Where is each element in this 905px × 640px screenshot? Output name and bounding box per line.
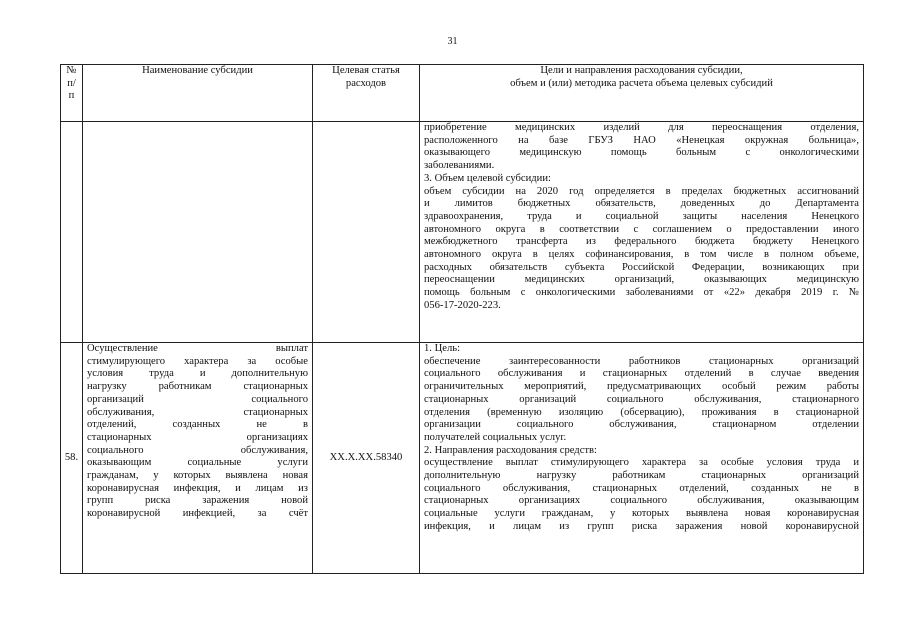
- name-line: условия труда и дополнительную: [87, 368, 308, 380]
- header-num-line: п: [68, 90, 75, 102]
- header-num: [61, 65, 83, 122]
- goals-line: 2. Направления расходования средств:: [424, 444, 597, 456]
- header-code-line: расходов: [345, 77, 387, 89]
- goals-line: социальные услуги гражданам, у которых выявлена новая коронавирусная: [424, 508, 859, 520]
- goals-line: объем субсидии на 2020 год определяется в пределах бюджетных ассигнований: [424, 185, 859, 197]
- goals-line: дополнительную нагрузку работникам стационарных организаций: [424, 470, 859, 482]
- goals-line: и лимитов бюджетных обязательств, доведенных до Департамента: [424, 198, 859, 210]
- goals-line: 1. Цель:: [424, 343, 461, 354]
- name-line: Осуществление выплат: [87, 343, 308, 354]
- row2-goals-cell: [420, 343, 864, 574]
- goals-line: приобретение медицинских изделий для переоснащения отделения,: [424, 122, 859, 133]
- goals-line: автономного округа в соответствии с соглашением о предоставлении иного: [424, 223, 859, 235]
- name-line: стационарных организациях: [87, 431, 308, 443]
- name-line: организаций социального: [87, 393, 308, 405]
- goals-line: отделения (временную изоляцию (обсервацию), проживания в стационарной: [424, 406, 859, 418]
- goals-line: расходных обязательств субъекта Российской Федерации, возникающих при: [424, 261, 859, 273]
- header-num-line: №: [66, 65, 77, 76]
- row2-code-cell: ХХ.Х.ХХ.58340: [313, 343, 420, 574]
- row1-goals-cell: [420, 122, 864, 343]
- goals-line: межбюджетного трансферта из федерального бюджета бюджету Ненецкого: [424, 236, 859, 248]
- name-line: групп риска заражения новой: [87, 495, 308, 507]
- name-line: социального обслуживания,: [87, 444, 308, 456]
- header-subsidy-name: Наименование субсидии: [83, 65, 313, 122]
- row2-name-cell: [83, 343, 313, 574]
- goals-line: 056-17-2020-223.: [424, 299, 501, 311]
- name-line: коронавирусная инфекция, и лицам из: [87, 482, 308, 494]
- header-code-line: Целевая статья: [332, 65, 400, 76]
- goals-line: ограничительных мероприятий, предусматривающих особый режим работы: [424, 381, 859, 393]
- row1-code-cell: [313, 122, 420, 343]
- name-line: гражданам, у которых выявлена новая: [87, 470, 308, 482]
- table-row: [61, 343, 864, 574]
- goals-line: 3. Объем целевой субсидии:: [424, 172, 551, 184]
- header-goals-line: объем и (или) методика расчета объема целевых субсидий: [510, 77, 773, 89]
- goals-line: расположенного на базе ГБУЗ НАО «Ненецкая окружная больница»,: [424, 134, 859, 146]
- row1-num-cell: [61, 122, 83, 343]
- goals-line: помощь больным с онкологическими заболеваниями от «22» декабря 2019 г. №: [424, 287, 859, 299]
- name-line: оказывающим социальные услуги: [87, 457, 308, 469]
- header-target-article: [313, 65, 420, 122]
- goals-line: стационарных организациях социального обслуживания, оказывающим: [424, 495, 859, 507]
- header-num-line: п/: [67, 77, 76, 89]
- goals-line: автономного округа в целях софинансирования, в том числе в полном объеме,: [424, 249, 859, 261]
- goals-line: стационарных организаций социального обслуживания, стационарного: [424, 393, 859, 405]
- row2-num-cell: 58.: [61, 343, 83, 574]
- name-line: обслуживания, стационарных: [87, 406, 308, 418]
- table-header-row: [61, 65, 864, 122]
- goals-line: заболеваниями.: [424, 160, 495, 172]
- name-line: нагрузку работникам стационарных: [87, 381, 308, 393]
- goals-line: социального обслуживания, стационарных отделений, созданных не в: [424, 482, 859, 494]
- goals-line: осуществление выплат стимулирующего характера за особые условия труда и: [424, 457, 859, 469]
- goals-line: переоснащении медицинских организаций, оказывающих медицинскую: [424, 274, 859, 286]
- goals-line: организации социального обслуживания, стационарном отделении: [424, 419, 859, 431]
- goals-line: получателей социальных услуг.: [424, 431, 567, 443]
- subsidy-table: [60, 64, 864, 574]
- name-line: коронавирусной инфекцией, за счёт: [87, 508, 308, 520]
- goals-line: здравоохранения, труда и социальной защиты населения Ненецкого: [424, 210, 859, 222]
- page-number: 31: [447, 36, 458, 47]
- header-goals: [420, 65, 864, 122]
- goals-line: оказывающего медицинскую помощь больным с онкологическими: [424, 147, 859, 159]
- table-row: [61, 122, 864, 343]
- name-line: отделений, созданных не в: [87, 419, 308, 431]
- row1-name-cell: [83, 122, 313, 343]
- goals-line: обеспечение заинтересованности работников стационарных организаций: [424, 355, 859, 367]
- header-goals-line: Цели и направления расходования субсидии,: [540, 65, 743, 76]
- name-line: стимулирующего характера за особые: [87, 355, 308, 367]
- goals-line: инфекция, и лицам из групп риска заражения новой коронавирусной: [424, 520, 859, 532]
- goals-line: социального обслуживания и стационарных отделений в случае введения: [424, 368, 859, 380]
